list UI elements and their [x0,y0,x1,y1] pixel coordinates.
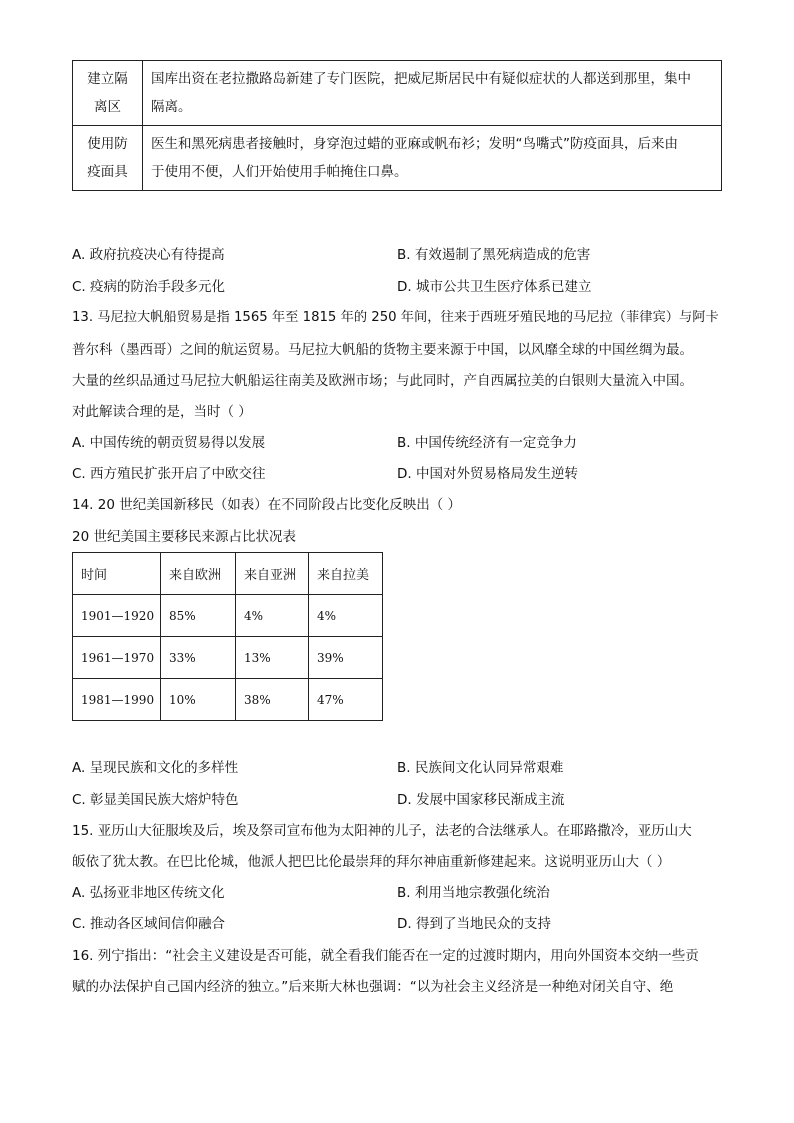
q14-option-a: A. 呈现民族和文化的多样性 [72,760,239,776]
q16-text-line-1: 16. 列宁指出：“社会主义建设是否可能，就全看我们能否在一定的过渡时期内，用向外国资本交纳一些贡 [72,948,699,964]
q12-option-b: B. 有效遏制了黑死病造成的危害 [397,247,591,263]
table-row [73,637,383,679]
q14-option-d: D. 发展中国家移民渐成主流 [397,792,565,808]
table-row [73,61,722,126]
q16-text-line-2: 赋的办法保护自己国内经济的独立。”后来斯大林也强调：“以为社会主义经济是一种绝对闭关自守、绝 [72,979,674,995]
q13-text-line-3: 大量的丝织品通过马尼拉大帆船运往南美及欧洲市场；与此同时，产自西属拉美的白银则大量流入中国。 [72,373,693,389]
q12-option-d: D. 城市公共卫生医疗体系已建立 [397,279,592,295]
q15-option-c: C. 推动各区域间信仰融合 [72,916,226,932]
table-cell: 1961—1970 [73,637,161,679]
column-header: 时间 [73,553,161,595]
table-cell: 10% [161,679,236,721]
table-cell: 13% [236,637,309,679]
row-content: 国库出资在老拉撒路岛新建了专门医院，把威尼斯居民中有疑似症状的人都送到那里，集中 隔离。 [143,61,722,126]
table-row [73,126,722,191]
q13-text-line-2: 普尔科（墨西哥）之间的航运贸易。马尼拉大帆船的货物主要来源于中国，以风靡全球的中国丝绸为最。 [72,342,693,358]
q15-option-b: B. 利用当地宗教强化统治 [397,885,550,901]
column-header: 来自拉美 [309,553,383,595]
table-cell: 1901—1920 [73,595,161,637]
measures-table [72,60,722,191]
q13-option-a: A. 中国传统的朝贡贸易得以发展 [72,435,266,451]
q13-option-b: B. 中国传统经济有一定竞争力 [397,435,577,451]
table-cell: 1981—1990 [73,679,161,721]
row-header: 使用防 疫面具 [73,126,143,191]
q13-option-c: C. 西方殖民扩张开启了中欧交往 [72,466,266,482]
q14-text-line-1: 14. 20 世纪美国新移民（如表）在不同阶段占比变化反映出（ ） [72,497,462,513]
table-cell: 38% [236,679,309,721]
q14-option-b: B. 民族间文化认同异常艰难 [397,760,564,776]
q15-text-line-1: 15. 亚历山大征服埃及后，埃及祭司宣布他为太阳神的儿子，法老的合法继承人。在耶路撒冷，亚历山大 [72,823,692,839]
table-row [73,679,383,721]
q13-text-line-4: 对此解读合理的是，当时（ ） [72,404,252,420]
q15-option-a: A. 弘扬亚非地区传统文化 [72,885,225,901]
table-row [73,595,383,637]
q12-option-c: C. 疫病的防治手段多元化 [72,279,226,295]
table-cell: 47% [309,679,383,721]
q14-table-caption: 20 世纪美国主要移民来源占比状况表 [72,529,296,545]
table-cell: 33% [161,637,236,679]
q13-text-line-1: 13. 马尼拉大帆船贸易是指 1565 年至 1815 年的 250 年间，往来于西班牙殖民地的马尼拉（菲律宾）与阿卡 [72,310,719,325]
table-cell: 4% [236,595,309,637]
q15-text-line-2: 皈依了犹太教。在巴比伦城，他派人把巴比伦最崇拜的拜尔神庙重新修建起来。这说明亚历山大（ ） [72,854,671,870]
table-cell: 85% [161,595,236,637]
q13-option-d: D. 中国对外贸易格局发生逆转 [397,466,578,482]
q12-option-a: A. 政府抗疫决心有待提高 [72,247,225,263]
column-header: 来自亚洲 [236,553,309,595]
table-header-row [73,553,383,595]
q15-option-d: D. 得到了当地民众的支持 [397,916,551,932]
row-header: 建立隔 离区 [73,61,143,126]
column-header: 来自欧洲 [161,553,236,595]
q14-option-c: C. 彰显美国民族大熔炉特色 [72,792,239,808]
table-cell: 4% [309,595,383,637]
immigration-table [72,552,383,721]
table-cell: 39% [309,637,383,679]
row-content: 医生和黑死病患者接触时，身穿泡过蜡的亚麻或帆布衫；发明“鸟嘴式”防疫面具，后来由 于使用不便，人们开始使用手帕掩住口鼻。 [143,126,722,191]
